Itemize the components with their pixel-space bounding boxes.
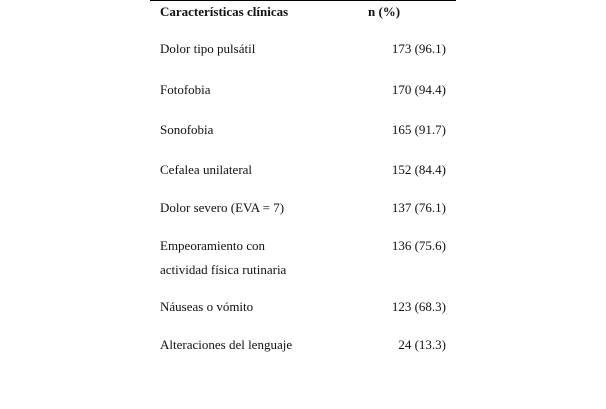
row-label: Cefalea unilateral — [160, 162, 253, 177]
table-row — [160, 157, 450, 182]
table-row — [160, 36, 450, 61]
row-value: 136 (75.6) — [391, 238, 446, 253]
row-value: 165 (91.7) — [391, 122, 446, 137]
row-value: 24 (13.3) — [398, 337, 446, 352]
row-value: 152 (84.4) — [391, 162, 446, 177]
table-header-row — [160, 4, 450, 24]
row-label: Fotofobia — [160, 82, 211, 97]
table-row — [160, 233, 450, 283]
row-value: 123 (68.3) — [391, 299, 446, 314]
row-value: 170 (94.4) — [391, 82, 446, 97]
row-label: Dolor severo (EVA = 7) — [160, 200, 285, 215]
table-row — [160, 77, 450, 102]
row-label: Sonofobia — [160, 122, 214, 137]
row-label-line-1: Empeoramiento con — [160, 238, 266, 253]
row-label: Dolor tipo pulsátil — [160, 41, 256, 56]
table-row — [160, 195, 450, 220]
row-value: 137 (76.1) — [391, 200, 446, 215]
row-value: 173 (96.1) — [391, 41, 446, 56]
header-n-percent: n (%) — [368, 4, 401, 19]
table-row — [160, 294, 450, 319]
row-label: Alteraciones del lenguaje — [160, 337, 293, 352]
table-top-rule — [150, 0, 456, 1]
header-characteristics: Características clínicas — [160, 4, 289, 19]
table-row — [160, 332, 450, 357]
row-label: Náuseas o vómito — [160, 299, 254, 314]
row-label-line-2: actividad física rutinaria — [160, 262, 287, 277]
table-row — [160, 117, 450, 142]
